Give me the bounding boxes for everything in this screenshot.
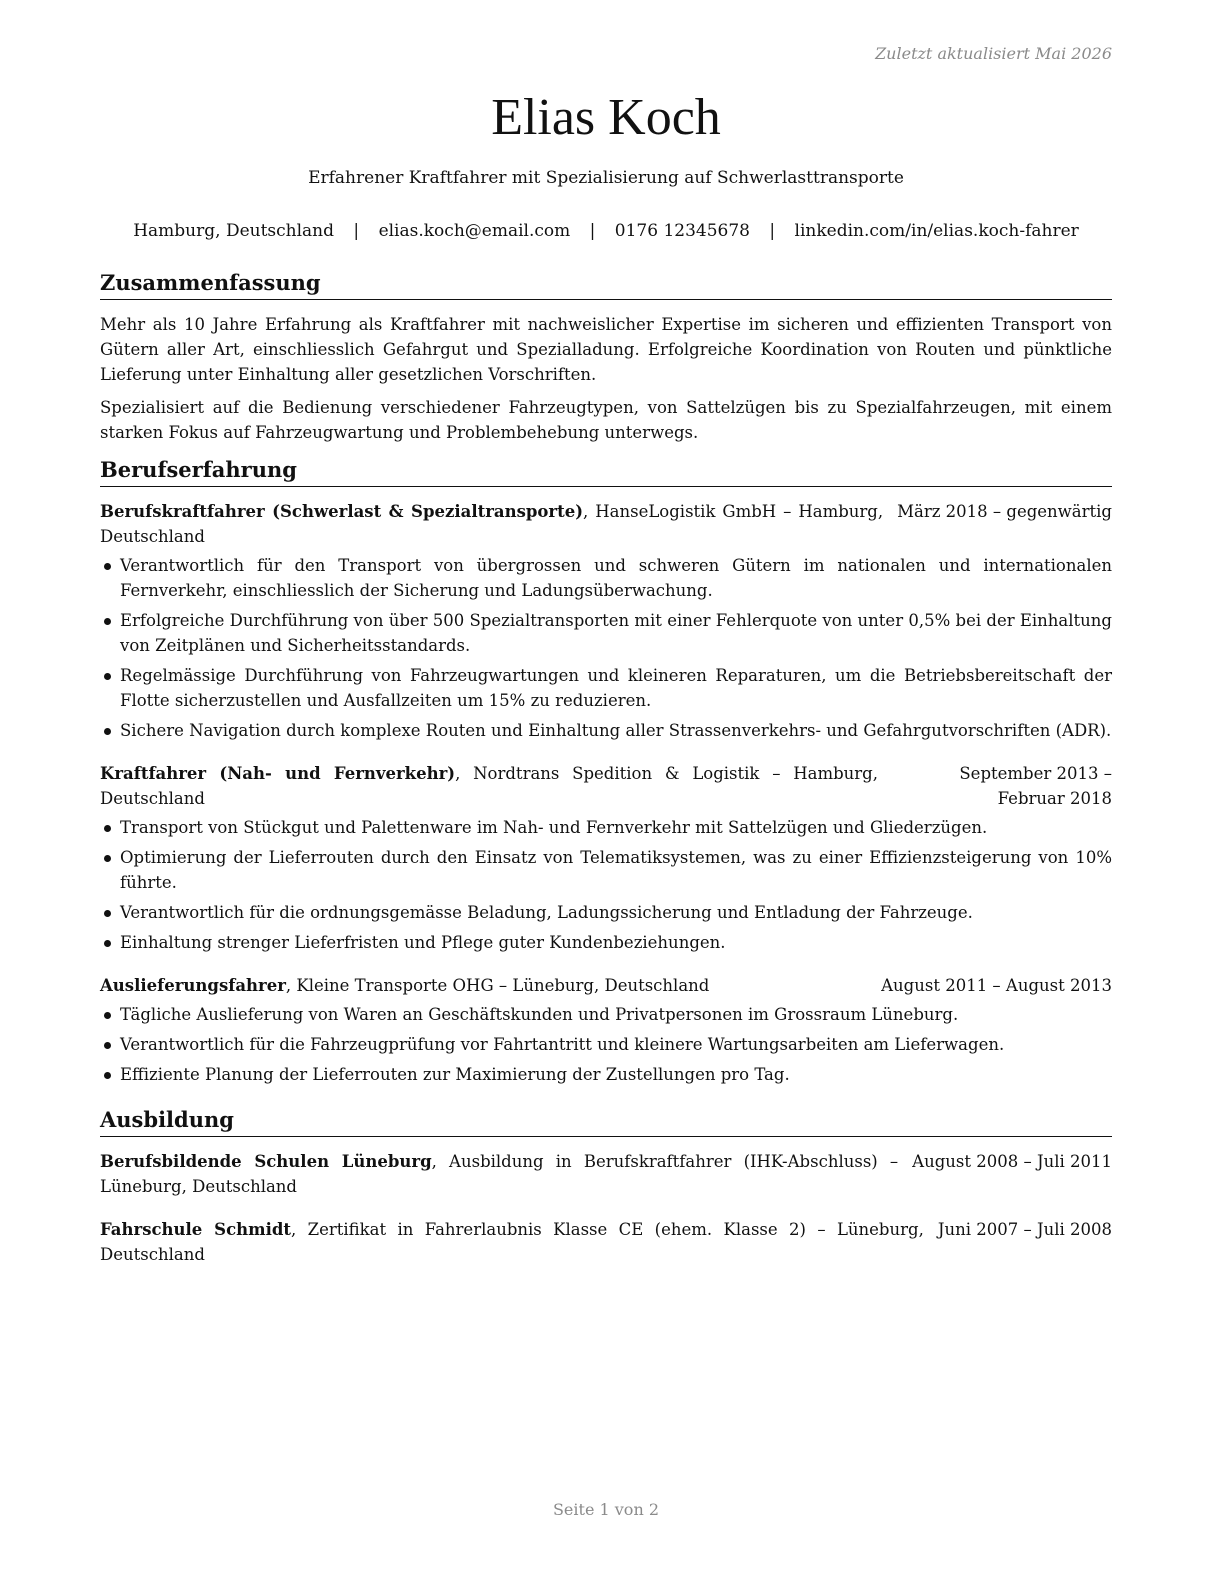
list-item: Verantwortlich für den Transport von übergrossen und schweren Gütern im nationalen und internationalen Fernverkehr, einschliesslich der Sicherung und Ladungsüberwachung.	[100, 553, 1112, 603]
job-entry	[100, 973, 1112, 1087]
section-heading-experience: Berufserfahrung	[100, 455, 1112, 487]
job-bullets	[100, 1002, 1112, 1087]
resume-content	[100, 268, 1112, 1285]
education-dates: August 2008 – Juli 2011	[912, 1152, 1112, 1171]
education-dates: Juni 2007 – Juli 2008	[937, 1220, 1112, 1239]
job-header	[100, 499, 1112, 549]
job-title: Auslieferungsfahrer	[100, 976, 286, 995]
list-item: Einhaltung strenger Lieferfristen und Pflege guter Kundenbeziehungen.	[100, 930, 1112, 955]
education-entry	[100, 1217, 1112, 1267]
experience-section	[100, 455, 1112, 1087]
education-header	[100, 1217, 1112, 1267]
list-item: Verantwortlich für die Fahrzeugprüfung vor Fahrtantritt und kleinere Wartungsarbeiten am Lieferwagen.	[100, 1032, 1112, 1057]
contact-location: Hamburg, Deutschland	[133, 221, 335, 241]
job-employer: , Nordtrans Spedition & Logistik – Hamburg, Deutschland	[100, 764, 878, 808]
summary-section	[100, 268, 1112, 445]
page-number: Seite 1 von 2	[552, 1500, 660, 1519]
job-title: Berufskraftfahrer (Schwerlast & Spezialtransporte)	[100, 502, 584, 521]
contact-phone: 0176 12345678	[614, 221, 750, 241]
list-item: Optimierung der Lieferrouten durch den Einsatz von Telematiksystemen, was zu einer Effizienzsteigerung von 10% führte.	[100, 845, 1112, 895]
education-section	[100, 1105, 1112, 1267]
section-heading-education: Ausbildung	[100, 1105, 1112, 1137]
job-entry	[100, 761, 1112, 955]
list-item: Regelmässige Durchführung von Fahrzeugwartungen und kleineren Reparaturen, um die Betriebsbereitschaft der Flotte sicherzustellen und Ausfallzeiten um 15% zu reduzieren.	[100, 663, 1112, 713]
education-header	[100, 1149, 1112, 1199]
contact-separator: |	[769, 221, 776, 241]
job-dates: März 2018 – gegenwärtig	[897, 502, 1112, 521]
candidate-name: Elias Koch	[491, 89, 721, 146]
job-title: Kraftfahrer (Nah- und Fernverkehr)	[100, 764, 456, 783]
education-entry	[100, 1149, 1112, 1199]
education-title-line	[100, 1217, 938, 1267]
job-title-line	[100, 761, 892, 811]
education-degree: , Zertifikat in Fahrerlaubnis Klasse CE (ehem. Klasse 2) – Lüneburg, Deutschland	[100, 1220, 924, 1264]
candidate-subtitle: Erfahrener Kraftfahrer mit Spezialisierung auf Schwerlasttransporte	[308, 168, 904, 188]
list-item: Tägliche Auslieferung von Waren an Geschäftskunden und Privatpersonen im Grossraum Lüneburg.	[100, 1002, 1112, 1027]
job-employer: , HanseLogistik GmbH – Hamburg, Deutschland	[100, 502, 884, 546]
job-header	[100, 973, 1112, 998]
last-updated-note: Zuletzt aktualisiert Mai 2026	[875, 44, 1112, 63]
job-title-line	[100, 973, 881, 998]
contact-linkedin[interactable]: linkedin.com/in/elias.koch-fahrer	[794, 221, 1079, 241]
section-heading-summary: Zusammenfassung	[100, 268, 1112, 300]
school-name: Fahrschule Schmidt	[100, 1220, 291, 1239]
job-bullets	[100, 815, 1112, 955]
job-bullets	[100, 553, 1112, 743]
list-item: Verantwortlich für die ordnungsgemässe Beladung, Ladungssicherung und Entladung der Fahrzeuge.	[100, 900, 1112, 925]
education-degree: , Ausbildung in Berufskraftfahrer (IHK-Abschluss) – Lüneburg, Deutschland	[100, 1152, 899, 1196]
job-dates: August 2011 – August 2013	[881, 976, 1112, 995]
school-name: Berufsbildende Schulen Lüneburg	[100, 1152, 432, 1171]
list-item: Transport von Stückgut und Palettenware im Nah- und Fernverkehr mit Sattelzügen und Gliederzügen.	[100, 815, 1112, 840]
job-dates: September 2013 – Februar 2018	[959, 764, 1112, 808]
job-title-line	[100, 499, 897, 549]
list-item: Effiziente Planung der Lieferrouten zur Maximierung der Zustellungen pro Tag.	[100, 1062, 1112, 1087]
resume-page	[100, 0, 1112, 1584]
list-item: Sichere Navigation durch komplexe Routen und Einhaltung aller Strassenverkehrs- und Gefahrgutvorschriften (ADR).	[100, 718, 1112, 743]
education-title-line	[100, 1149, 912, 1199]
job-entry	[100, 499, 1112, 743]
list-item: Erfolgreiche Durchführung von über 500 Spezialtransporten mit einer Fehlerquote von unter 0,5% bei der Einhaltung von Zeitplänen und Sicherheitsstandards.	[100, 608, 1112, 658]
summary-paragraph: Mehr als 10 Jahre Erfahrung als Kraftfahrer mit nachweislicher Expertise im sicheren und effizienten Transport von Gütern aller Art, einschliesslich Gefahrgut und Spezialladung. Erfolgreiche Koordination von Routen und pünktliche Lieferung unter Einhaltung aller gesetzlichen Vorschriften.	[100, 315, 1112, 384]
job-employer: , Kleine Transporte OHG – Lüneburg, Deutschland	[285, 976, 710, 995]
job-header	[100, 761, 1112, 811]
contact-line	[100, 218, 1112, 244]
contact-separator: |	[589, 221, 596, 241]
summary-paragraph: Spezialisiert auf die Bedienung verschiedener Fahrzeugtypen, von Sattelzügen bis zu Spezialfahrzeugen, mit einem starken Fokus auf Fahrzeugwartung und Problembehebung unterwegs.	[100, 398, 1112, 442]
contact-separator: |	[353, 221, 360, 241]
contact-email[interactable]: elias.koch@email.com	[378, 221, 571, 241]
